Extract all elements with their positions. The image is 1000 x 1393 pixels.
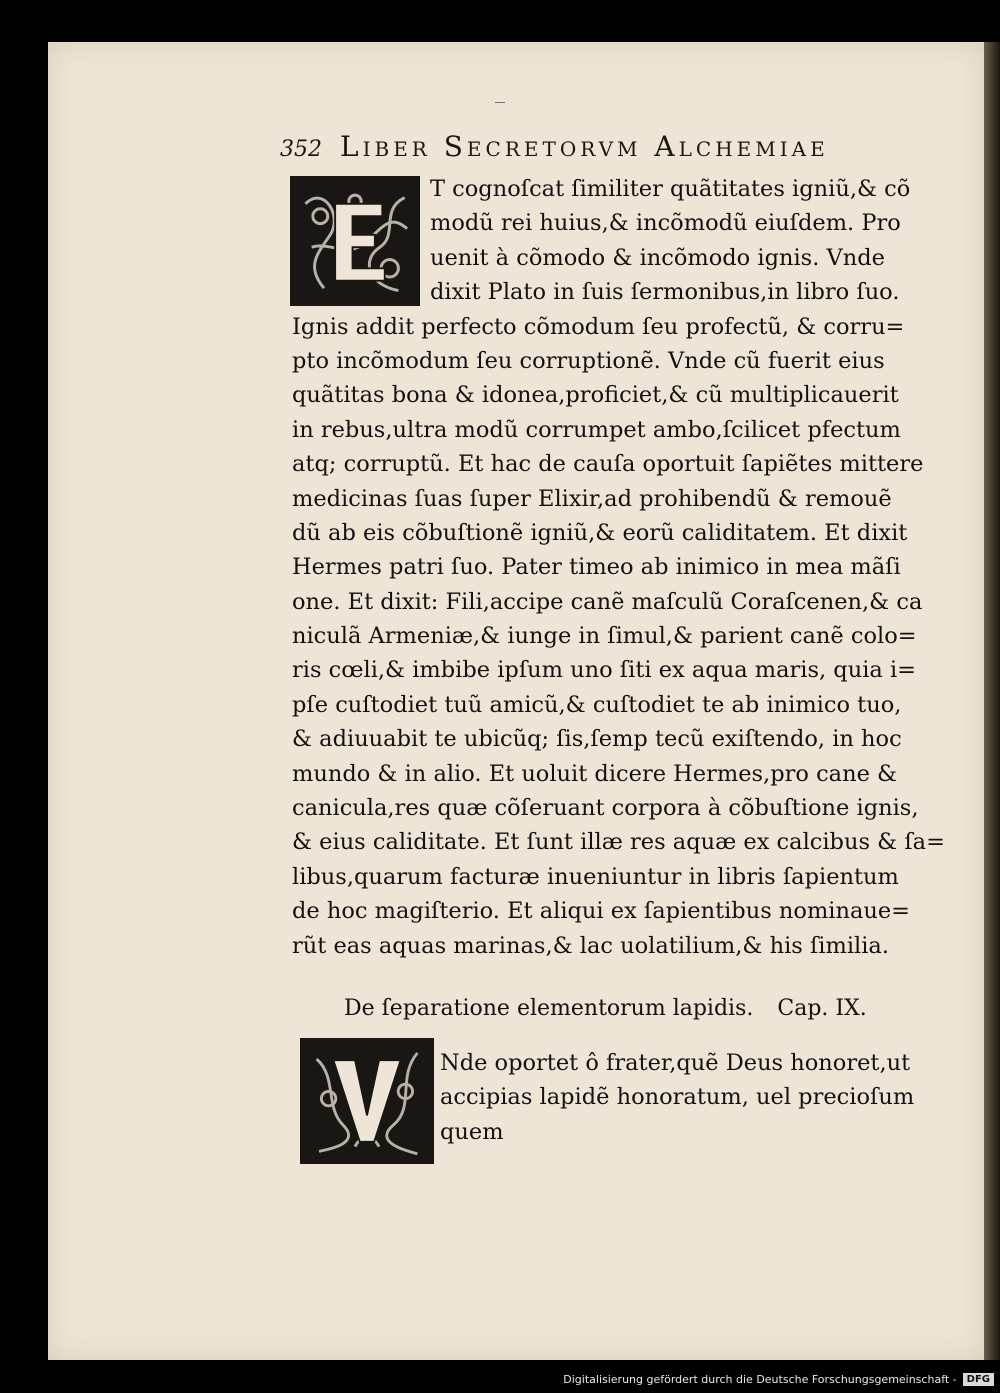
page-edge-shadow	[984, 42, 1000, 1360]
main-text-paragraph-1	[292, 172, 974, 963]
text-line: modũ rei huius,& incõmodũ eiuſdem. Pro	[430, 210, 901, 237]
footer-credit: Digitalisierung gefördert durch die Deutsche Forschungsgemeinschaft -	[563, 1372, 957, 1386]
page-mark	[495, 102, 505, 103]
digitization-footer	[563, 1369, 994, 1389]
chapter-heading	[344, 996, 964, 1021]
text-line: mundo & in alio. Et uoluit dicere Hermes,pro cane &	[292, 760, 898, 787]
text-line: pto incõmodum ſeu corruptionẽ. Vnde cũ fuerit eius	[292, 347, 885, 374]
text-line: atq; corruptũ. Et hac de cauſa oportuit ſapiẽtes mittere	[292, 451, 924, 478]
text-line: rũt eas aquas marinas,& lac uolatilium,& his ſimilia.	[292, 932, 889, 959]
text-line: ris cœli,& imbibe ipſum uno ſiti ex aqua maris, quia i=	[292, 657, 917, 684]
chapter-number: Cap. IX.	[777, 996, 867, 1021]
text-line: libus,quarum facturæ inueniuntur in libris ſapientum	[292, 863, 899, 890]
text-line: one. Et dixit: Fili,accipe canẽ maſculũ Coraſcenen,& ca	[292, 588, 923, 615]
text-line: pſe cuſtodiet tuũ amicũ,& cuſtodiet te ab inimico tuo,	[292, 691, 902, 718]
catchword: quem	[440, 1118, 504, 1145]
text-line: in rebus,ultra modũ corrumpet ambo,ſcilicet pfectum	[292, 416, 901, 443]
text-line: canicula,res quæ cõſeruant corpora à cõbuſtione ignis,	[292, 795, 919, 822]
text-line: dixit Plato in ſuis ſermonibus,in libro ſuo.	[430, 279, 900, 306]
text-line: medicinas ſuas ſuper Elixir,ad prohibendũ & remouẽ	[292, 485, 892, 512]
chapter-title: De ſeparatione elementorum lapidis.	[344, 996, 754, 1021]
ornament-initial-v-icon	[303, 1041, 431, 1161]
text-line: quãtitas bona & idonea,proficiet,& cũ multiplicauerit	[292, 382, 899, 409]
text-line: de hoc magiſterio. Et aliqui ex ſapientibus nominaue=	[292, 898, 911, 925]
running-head	[280, 130, 970, 170]
text-line: Hermes patri ſuo. Pater timeo ab inimico in mea mãſi	[292, 554, 901, 581]
text-line: niculã Armeniæ,& iunge in ſimul,& parient canẽ colo=	[292, 623, 917, 650]
text-line: dũ ab eis cõbuſtionẽ igniũ,& eorũ caliditatem. Et dixit	[292, 519, 908, 546]
text-line: & adiuuabit te ubicũq; ſis,ſemp tecũ exiſtendo, in hoc	[292, 726, 902, 753]
running-title: Liber Secretorvm Alchemiae	[340, 130, 829, 163]
text-line: T cognoſcat ſimiliter quãtitates igniũ,& cõ	[430, 176, 911, 202]
text-line: Ignis addit perfecto cõmodum ſeu profectũ, & corru=	[292, 313, 905, 340]
page-number: 352	[280, 137, 322, 162]
decorated-initial-v	[300, 1038, 434, 1164]
dfg-logo: DFG	[963, 1373, 994, 1386]
main-text-paragraph-2	[440, 1046, 972, 1149]
text-line: uenit à cõmodo & incõmodo ignis. Vnde	[430, 244, 885, 271]
text-line: Nde oportet ô frater,quẽ Deus honoret,ut	[440, 1050, 911, 1076]
text-line: & eius caliditate. Et ſunt illæ res aquæ ex calcibus & ſa=	[292, 829, 945, 856]
text-line: accipias lapidẽ honoratum, uel precioſum	[440, 1084, 915, 1111]
